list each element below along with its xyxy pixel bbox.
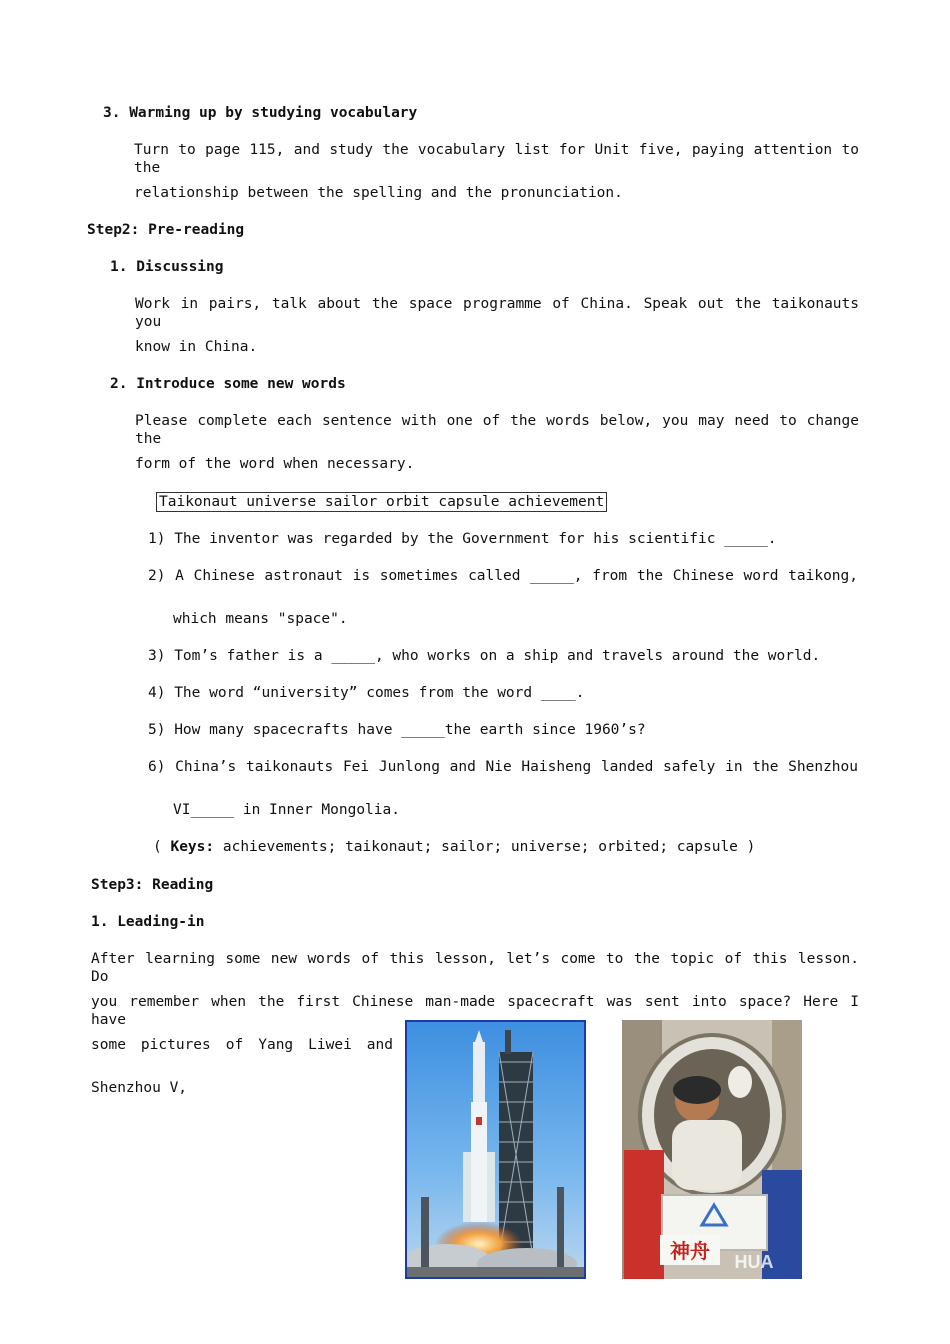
leading-in-heading: 1. Leading-in — [91, 914, 205, 930]
paragraph-line: Please complete each sentence with one of the words below, you may need to change the — [135, 413, 859, 447]
keys-label: Keys: — [170, 839, 215, 855]
exercise-sentence: 2) A Chinese astronaut is sometimes called _____, from the Chinese word taikong, — [148, 568, 858, 584]
section-heading-warming-up: 3. Warming up by studying vocabulary — [103, 105, 418, 121]
paragraph-line: Shenzhou V, — [91, 1080, 188, 1096]
exercise-sentence: 6) China’s taikonauts Fei Junlong and Nie Haisheng landed safely in the Shenzhou — [148, 759, 858, 775]
exercise-sentence: 4) The word “university” comes from the word ____. — [148, 685, 585, 701]
new-words-heading: 2. Introduce some new words — [110, 376, 346, 392]
paragraph-line: Work in pairs, talk about the space programme of China. Speak out the taikonauts you — [135, 296, 859, 330]
exercise-sentence: 1) The inventor was regarded by the Government for his scientific _____. — [148, 531, 777, 547]
exercise-sentence: 5) How many spacecrafts have _____the earth since 1960’s? — [148, 722, 646, 738]
capsule-box-text: 神舟 — [670, 1239, 710, 1263]
paragraph-line: relationship between the spelling and the pronunciation. — [134, 185, 623, 201]
discussing-heading: 1. Discussing — [110, 259, 224, 275]
answer-keys — [153, 838, 755, 856]
keys-text: achievements; taikonaut; sailor; universe; orbited; capsule ) — [214, 839, 756, 855]
capsule-illustration — [622, 1020, 802, 1279]
rocket-launch-photo — [405, 1020, 586, 1279]
rocket-launch-illustration — [407, 1022, 584, 1277]
paragraph-line: form of the word when necessary. — [135, 456, 415, 472]
paragraph-line: some pictures of Yang Liwei and — [91, 1037, 393, 1053]
watermark-text: HUA — [734, 1252, 774, 1272]
step2-heading: Step2: Pre-reading — [87, 222, 245, 238]
paragraph-line: Turn to page 115, and study the vocabulary list for Unit five, paying attention to the — [134, 142, 859, 176]
exercise-sentence-continued: VI_____ in Inner Mongolia. — [173, 802, 400, 818]
paragraph-line: you remember when the first Chinese man-made spacecraft was sent into space? Here I have — [91, 994, 859, 1028]
taikonaut-capsule-photo — [622, 1020, 802, 1279]
exercise-sentence: 3) Tom’s father is a _____, who works on a ship and travels around the world. — [148, 648, 821, 664]
paragraph-line: After learning some new words of this lesson, let’s come to the topic of this lesson. Do — [91, 951, 859, 985]
keys-paren: ( — [153, 839, 171, 855]
step3-heading: Step3: Reading — [91, 877, 214, 893]
paragraph-line: know in China. — [135, 339, 258, 355]
word-box: Taikonaut universe sailor orbit capsule achievement — [156, 492, 607, 512]
exercise-sentence-continued: which means "space". — [173, 611, 348, 627]
